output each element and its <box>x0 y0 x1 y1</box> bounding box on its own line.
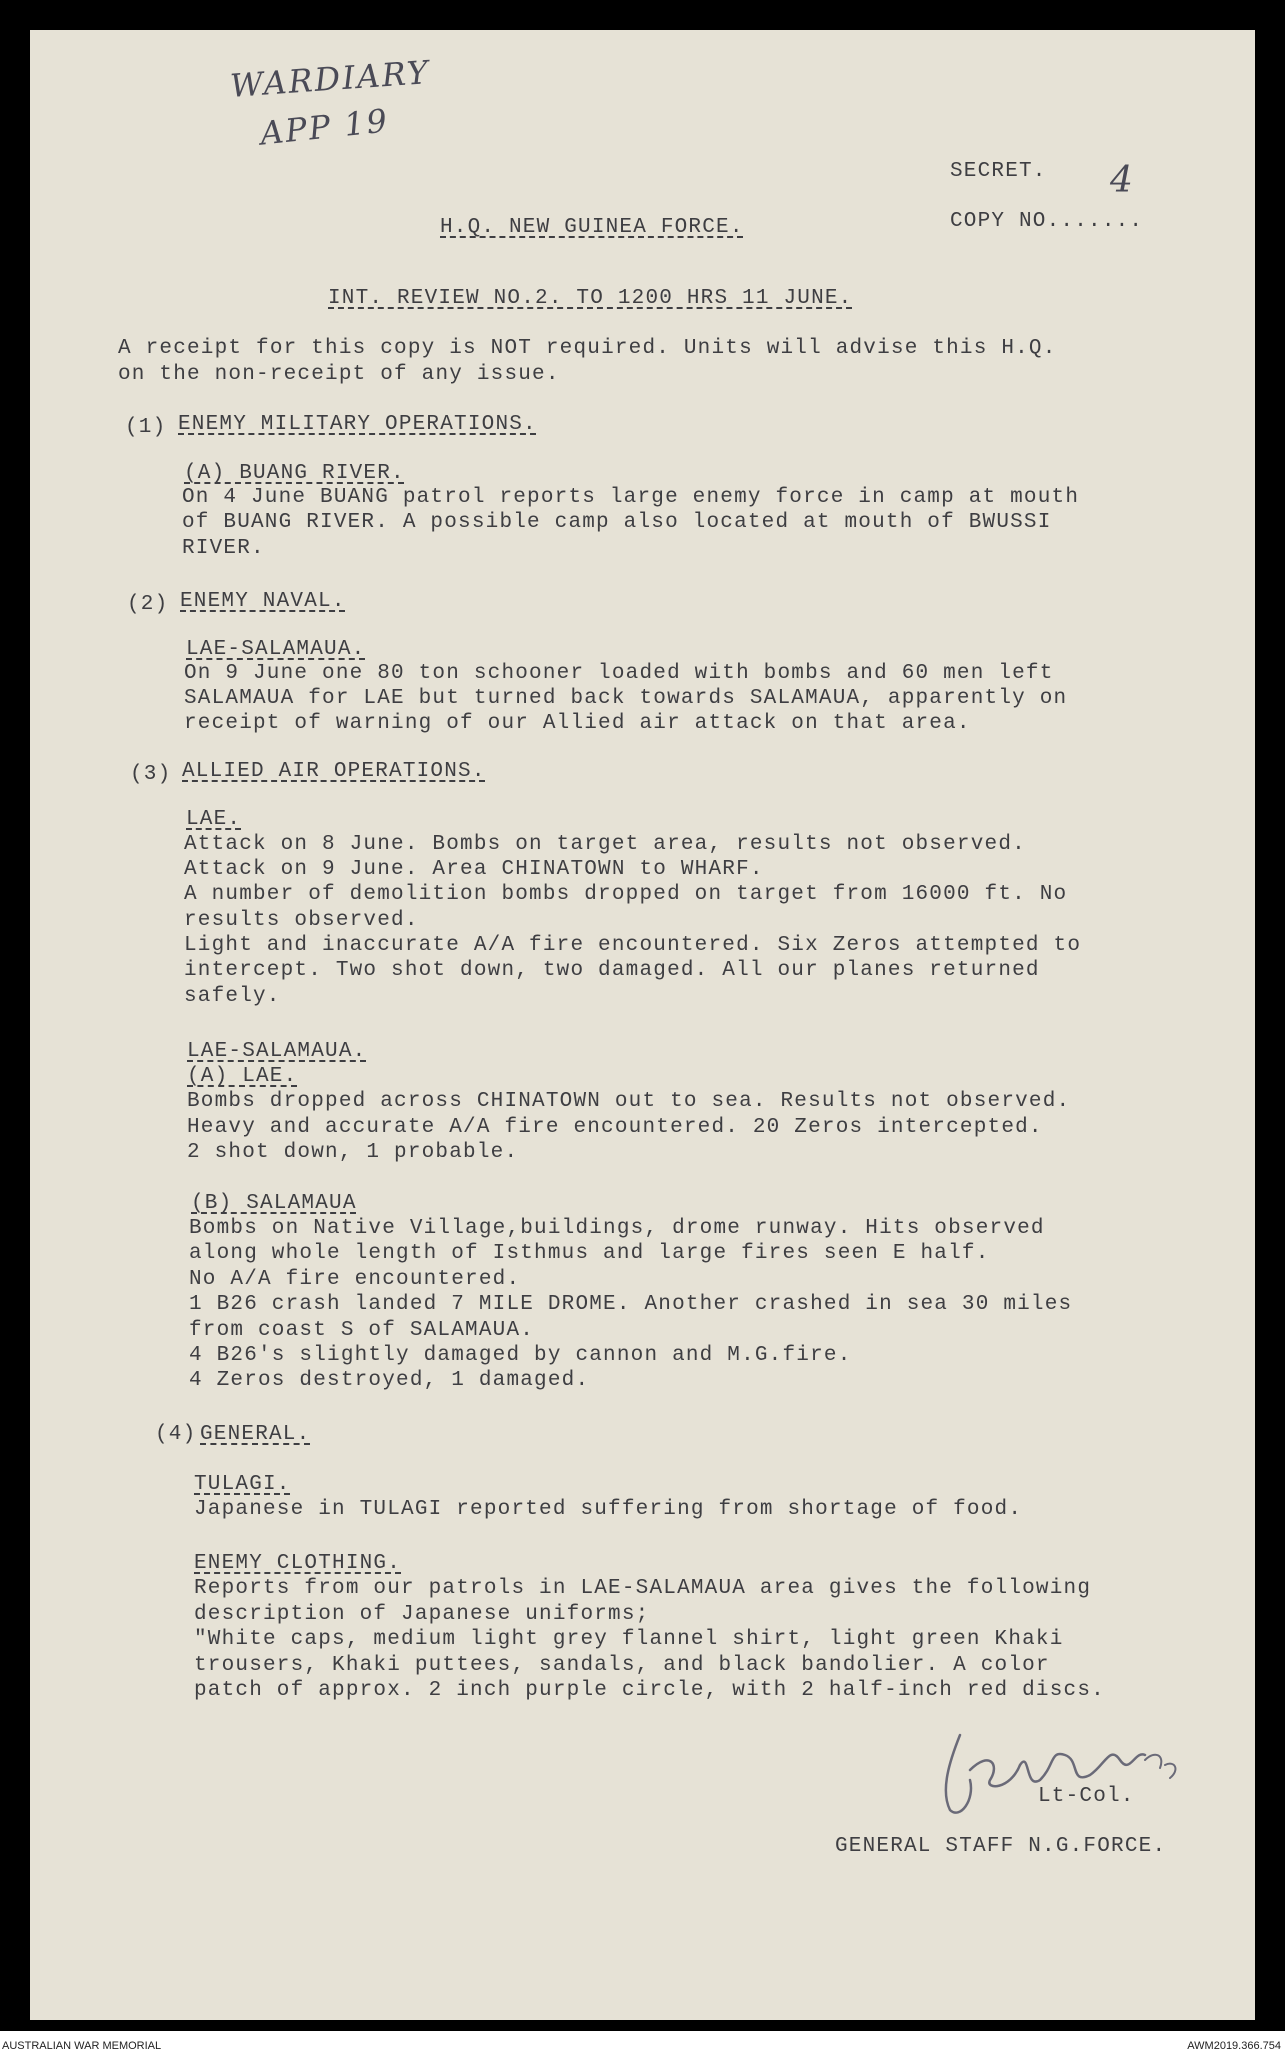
footer-institution: AUSTRALIAN WAR MEMORIAL <box>2 2040 162 2052</box>
body-line: patch of approx. 2 inch purple circle, with 2 half-inch red discs. <box>194 1679 1105 1702</box>
body-line: No A/A fire encountered. <box>189 1268 521 1291</box>
body-line: Bombs on Native Village,buildings, drome runway. Hits observed <box>189 1217 1045 1240</box>
body-line: Light and inaccurate A/A fire encountered. Six Zeros attempted to <box>184 934 1082 957</box>
footer-accession-number: AWM2019.366.754 <box>1187 2040 1281 2052</box>
body-line: 2 shot down, 1 probable. <box>187 1141 519 1164</box>
subsection-heading: LAE-SALAMAUA. <box>187 1040 367 1063</box>
body-line: along whole length of Isthmus and large fires seen E half. <box>189 1242 990 1265</box>
body-line: results observed. <box>184 909 419 932</box>
body-line: 4 B26's slightly damaged by cannon and M.G.fire. <box>189 1344 852 1367</box>
section-number: (4) <box>155 1423 197 1446</box>
body-line: of BUANG RIVER. A possible camp also located at mouth of BWUSSI <box>182 511 1052 534</box>
subsection-heading: (B) SALAMAUA <box>191 1192 357 1215</box>
copy-number-label: COPY NO....... <box>950 210 1144 233</box>
body-line: On 4 June BUANG patrol reports large enemy force in camp at mouth <box>182 486 1080 509</box>
body-line: from coast S of SALAMAUA. <box>189 1319 535 1342</box>
signatory-rank: Lt-Col. <box>1038 1785 1135 1808</box>
body-line: SALAMAUA for LAE but turned back towards SALAMAUA, apparently on <box>184 687 1068 710</box>
intro-line: on the non-receipt of any issue. <box>118 363 560 386</box>
subsection-heading: (A) LAE. <box>187 1065 298 1088</box>
signatory-office: GENERAL STAFF N.G.FORCE. <box>835 1835 1167 1858</box>
subsection-heading: ENEMY CLOTHING. <box>194 1552 402 1575</box>
subsection-heading: (A) BUANG RIVER. <box>184 462 405 485</box>
body-line: description of Japanese uniforms; <box>194 1603 650 1626</box>
body-line: Japanese in TULAGI reported suffering from shortage of food. <box>194 1498 1023 1521</box>
section-heading: ENEMY NAVAL. <box>180 590 346 613</box>
body-line: 1 B26 crash landed 7 MILE DROME. Another crashed in sea 30 miles <box>189 1293 1073 1316</box>
body-line: Reports from our patrols in LAE-SALAMAUA area gives the following <box>194 1577 1092 1600</box>
section-heading: ALLIED AIR OPERATIONS. <box>182 760 486 783</box>
subsection-heading: LAE. <box>186 808 242 831</box>
document-subtitle: INT. REVIEW NO.2. TO 1200 HRS 11 JUNE. <box>328 287 853 310</box>
body-line: Attack on 8 June. Bombs on target area, results not observed. <box>184 833 1026 856</box>
intro-line: A receipt for this copy is NOT required. Units will advise this H.Q. <box>118 337 1057 360</box>
section-heading: GENERAL. <box>200 1423 311 1446</box>
section-heading: ENEMY MILITARY OPERATIONS. <box>178 413 537 436</box>
body-line: 4 Zeros destroyed, 1 damaged. <box>189 1369 590 1392</box>
body-line: Heavy and accurate A/A fire encountered. 20 Zeros intercepted. <box>187 1116 1043 1139</box>
body-line: intercept. Two shot down, two damaged. All our planes returned <box>184 959 1040 982</box>
subsection-heading: LAE-SALAMAUA. <box>186 638 366 661</box>
section-number: (3) <box>130 763 172 786</box>
body-line: safely. <box>184 985 281 1008</box>
handwritten-copy-number: 4 <box>1110 160 1135 201</box>
classification: SECRET. <box>950 160 1047 183</box>
subsection-heading: TULAGI. <box>194 1473 291 1496</box>
body-line: Bombs dropped across CHINATOWN out to sea. Results not observed. <box>187 1090 1071 1113</box>
section-number: (2) <box>127 593 169 616</box>
handwritten-war-diary: WARDIARY <box>228 53 432 105</box>
body-line: "White caps, medium light grey flannel shirt, light green Khaki <box>194 1628 1064 1651</box>
section-number: (1) <box>125 416 167 439</box>
body-line: receipt of warning of our Allied air attack on that area. <box>184 712 971 735</box>
document-page <box>30 30 1255 2020</box>
handwritten-signature <box>930 1720 1190 1830</box>
document-title: H.Q. NEW GUINEA FORCE. <box>440 216 744 239</box>
archive-footer <box>0 2031 1285 2061</box>
body-line: On 9 June one 80 ton schooner loaded with bombs and 60 men left <box>184 662 1054 685</box>
body-line: A number of demolition bombs dropped on target from 16000 ft. No <box>184 883 1068 906</box>
body-line: Attack on 9 June. Area CHINATOWN to WHARF. <box>184 858 764 881</box>
handwritten-appendix: APP 19 <box>258 101 391 153</box>
body-line: trousers, Khaki puttees, sandals, and black bandolier. A color <box>194 1654 1050 1677</box>
body-line: RIVER. <box>182 537 265 560</box>
